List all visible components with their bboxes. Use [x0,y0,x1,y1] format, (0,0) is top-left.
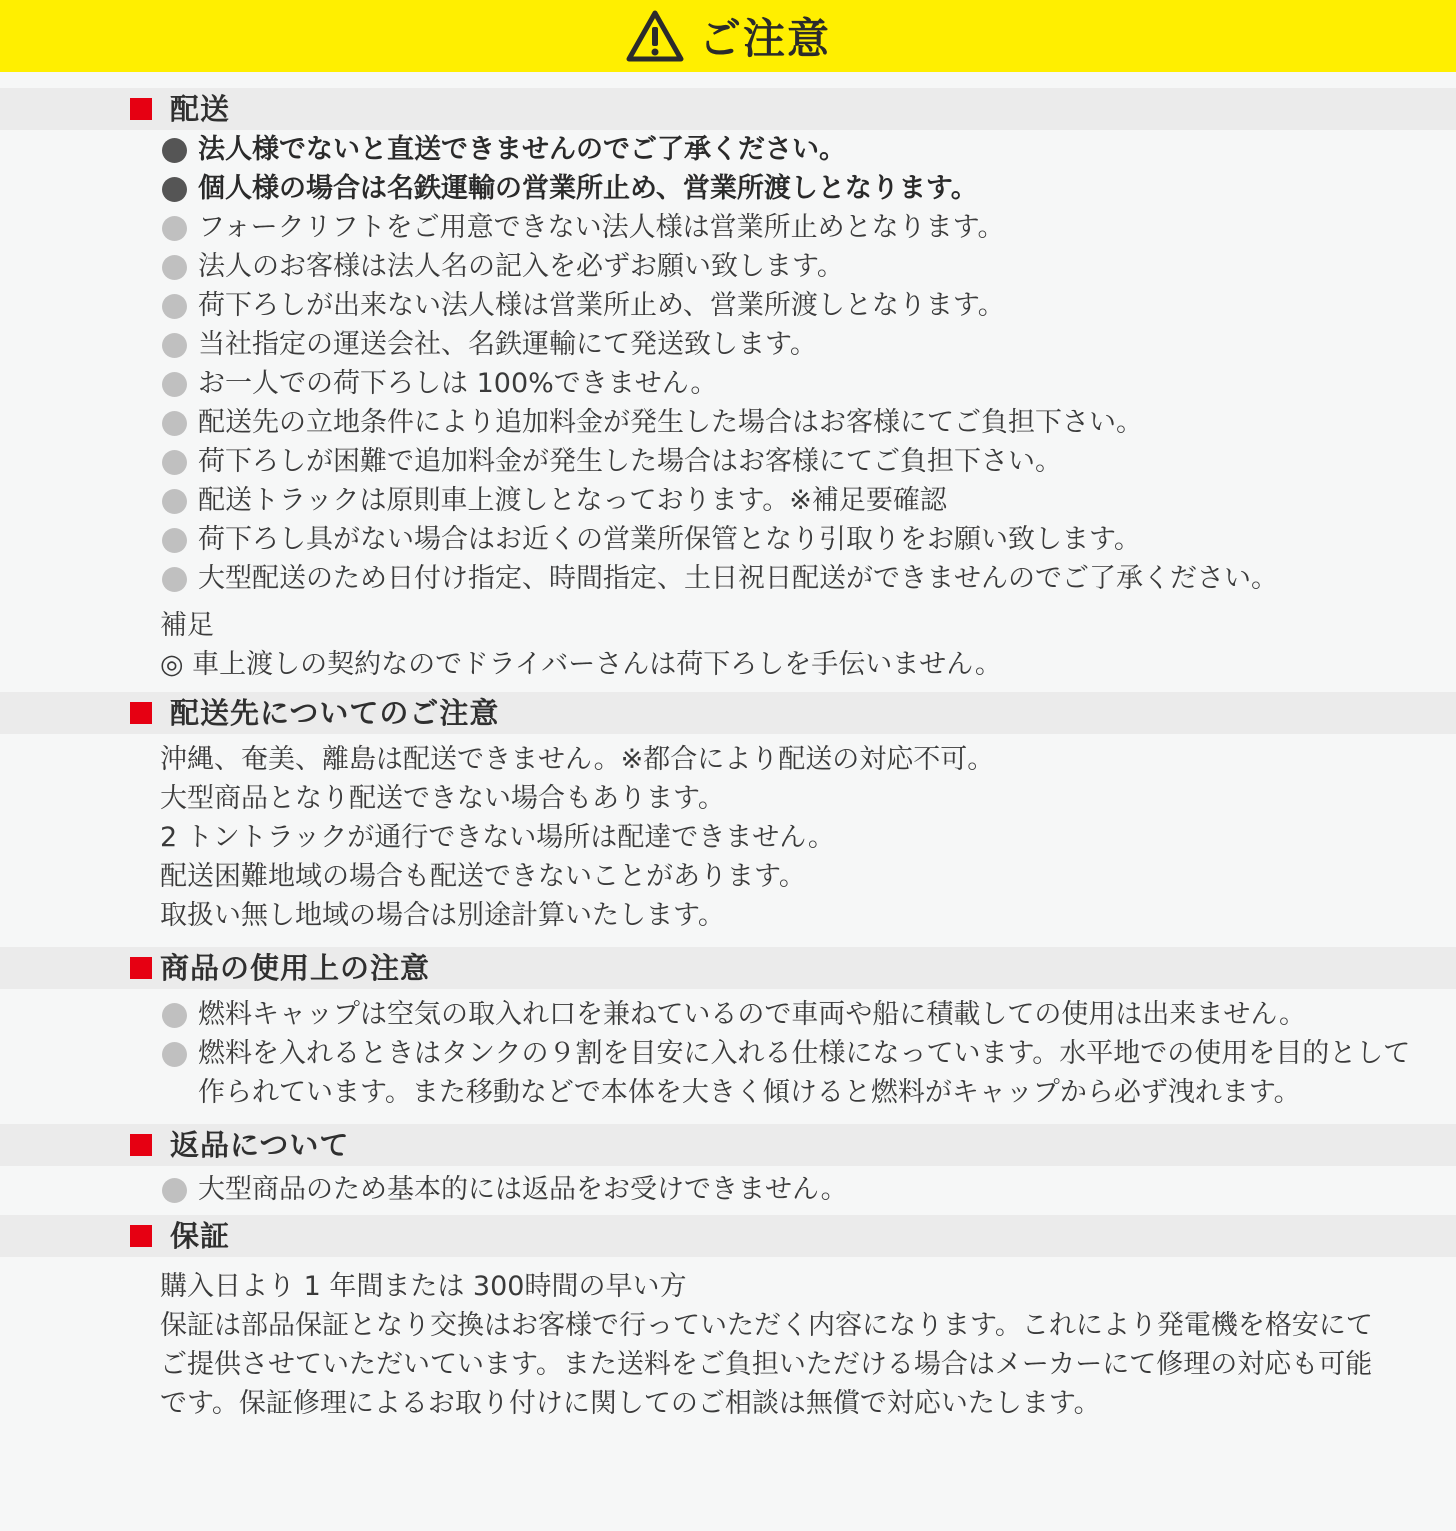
red-square-icon [130,1225,152,1247]
circle-bullet-icon [162,450,187,475]
section-title-returns: 返品について [170,1128,350,1162]
list-item: 燃料キャップは空気の取入れ口を兼ねているので車両や船に積載しての使用は出来ません。 [160,995,1446,1034]
circle-bullet-icon [162,177,187,202]
list-item: 燃料を入れるときはタンクの９割を目安に入れる仕様になっています。水平地での使用を目的として作られています。また移動などで本体を大きく傾けると燃料がキャップから必ず洩れます。 [160,1034,1446,1112]
warranty-period: 購入日より 1 年間または 300時間の早い方 [160,1271,687,1302]
circle-bullet-icon [162,294,187,319]
returns-list [0,1166,1456,1209]
circle-bullet-icon [162,489,187,514]
list-item: 当社指定の運送会社、名鉄運輸にて発送致します。 [160,325,1446,364]
list-item: 荷下ろしが出来ない法人様は営業所止め、営業所渡しとなります。 [160,286,1446,325]
circle-bullet-icon [162,138,187,163]
warranty-paragraph: 保証は部品保証となり交換はお客様で行っていただく内容になります。これにより発電機を格安にてご提供させていただいています。また送料をご負担いただける場合はメーカーにて修理の対応も可能です。保証修理によるお取り付けに関してのご相談は無償で対応いたします。 [160,1310,1373,1419]
caution-banner [0,0,1456,72]
delivery-list [0,130,1456,684]
red-square-icon [130,957,152,979]
circle-bullet-icon [162,333,187,358]
section-header-warranty [0,1215,1456,1257]
red-square-icon [130,1134,152,1156]
circle-bullet-icon [162,1003,187,1028]
circle-bullet-icon [162,528,187,553]
list-item: お一人での荷下ろしは 100%できません。 [160,364,1446,403]
section-header-usage [0,947,1456,989]
text-line: 取扱い無し地域の場合は別途計算いたします。 [160,900,725,931]
text-line: 沖縄、奄美、離島は配送できません。※都合により配送の対応不可。 [160,744,995,775]
list-item: 大型配送のため日付け指定、時間指定、土日祝日配送ができませんのでご了承ください。 [160,559,1446,598]
list-item: 個人様の場合は名鉄運輸の営業所止め、営業所渡しとなります。 [160,169,1446,208]
list-item: 法人様でないと直送できませんのでご了承ください。 [160,130,1446,169]
list-item: 大型商品のため基本的には返品をお受けできません。 [160,1170,1446,1209]
circle-bullet-icon [162,567,187,592]
section-title-destination: 配送先についてのご注意 [170,696,500,730]
section-header-destination [0,692,1456,734]
note-label: 補足 [160,610,214,641]
circle-bullet-icon [162,1042,187,1067]
section-title-usage: 商品の使用上の注意 [160,951,431,985]
warning-triangle-icon [625,9,685,63]
circle-bullet-icon [162,216,187,241]
list-item: 配送先の立地条件により追加料金が発生した場合はお客様にてご負担下さい。 [160,403,1446,442]
list-item: 荷下ろし具がない場合はお近くの営業所保管となり引取りをお願い致します。 [160,520,1446,559]
circle-bullet-icon [162,411,187,436]
circle-bullet-icon [162,1178,187,1203]
section-title-warranty: 保証 [170,1219,231,1253]
note-text: ◎ 車上渡しの契約なのでドライバーさんは荷下ろしを手伝いません。 [160,649,1002,680]
text-line: 2 トントラックが通行できない場所は配達できません。 [160,822,835,853]
section-header-delivery [0,88,1456,130]
destination-text [0,734,1456,935]
text-line: 大型商品となり配送できない場合もあります。 [160,783,725,814]
text-line: 配送困難地域の場合も配送できないことがあります。 [160,861,806,892]
circle-bullet-icon [162,372,187,397]
list-item: 法人のお客様は法人名の記入を必ずお願い致します。 [160,247,1446,286]
red-square-icon [130,98,152,120]
section-title-delivery: 配送 [170,92,231,126]
circle-bullet-icon [162,255,187,280]
list-item: 配送トラックは原則車上渡しとなっております。※補足要確認 [160,481,1446,520]
red-square-icon [130,702,152,724]
section-header-returns [0,1124,1456,1166]
usage-list [0,989,1456,1112]
list-item: 荷下ろしが困難で追加料金が発生した場合はお客様にてご負担下さい。 [160,442,1446,481]
warranty-text [0,1257,1456,1423]
page-title: ご注意 [698,14,831,63]
list-item: フォークリフトをご用意できない法人様は営業所止めとなります。 [160,208,1446,247]
